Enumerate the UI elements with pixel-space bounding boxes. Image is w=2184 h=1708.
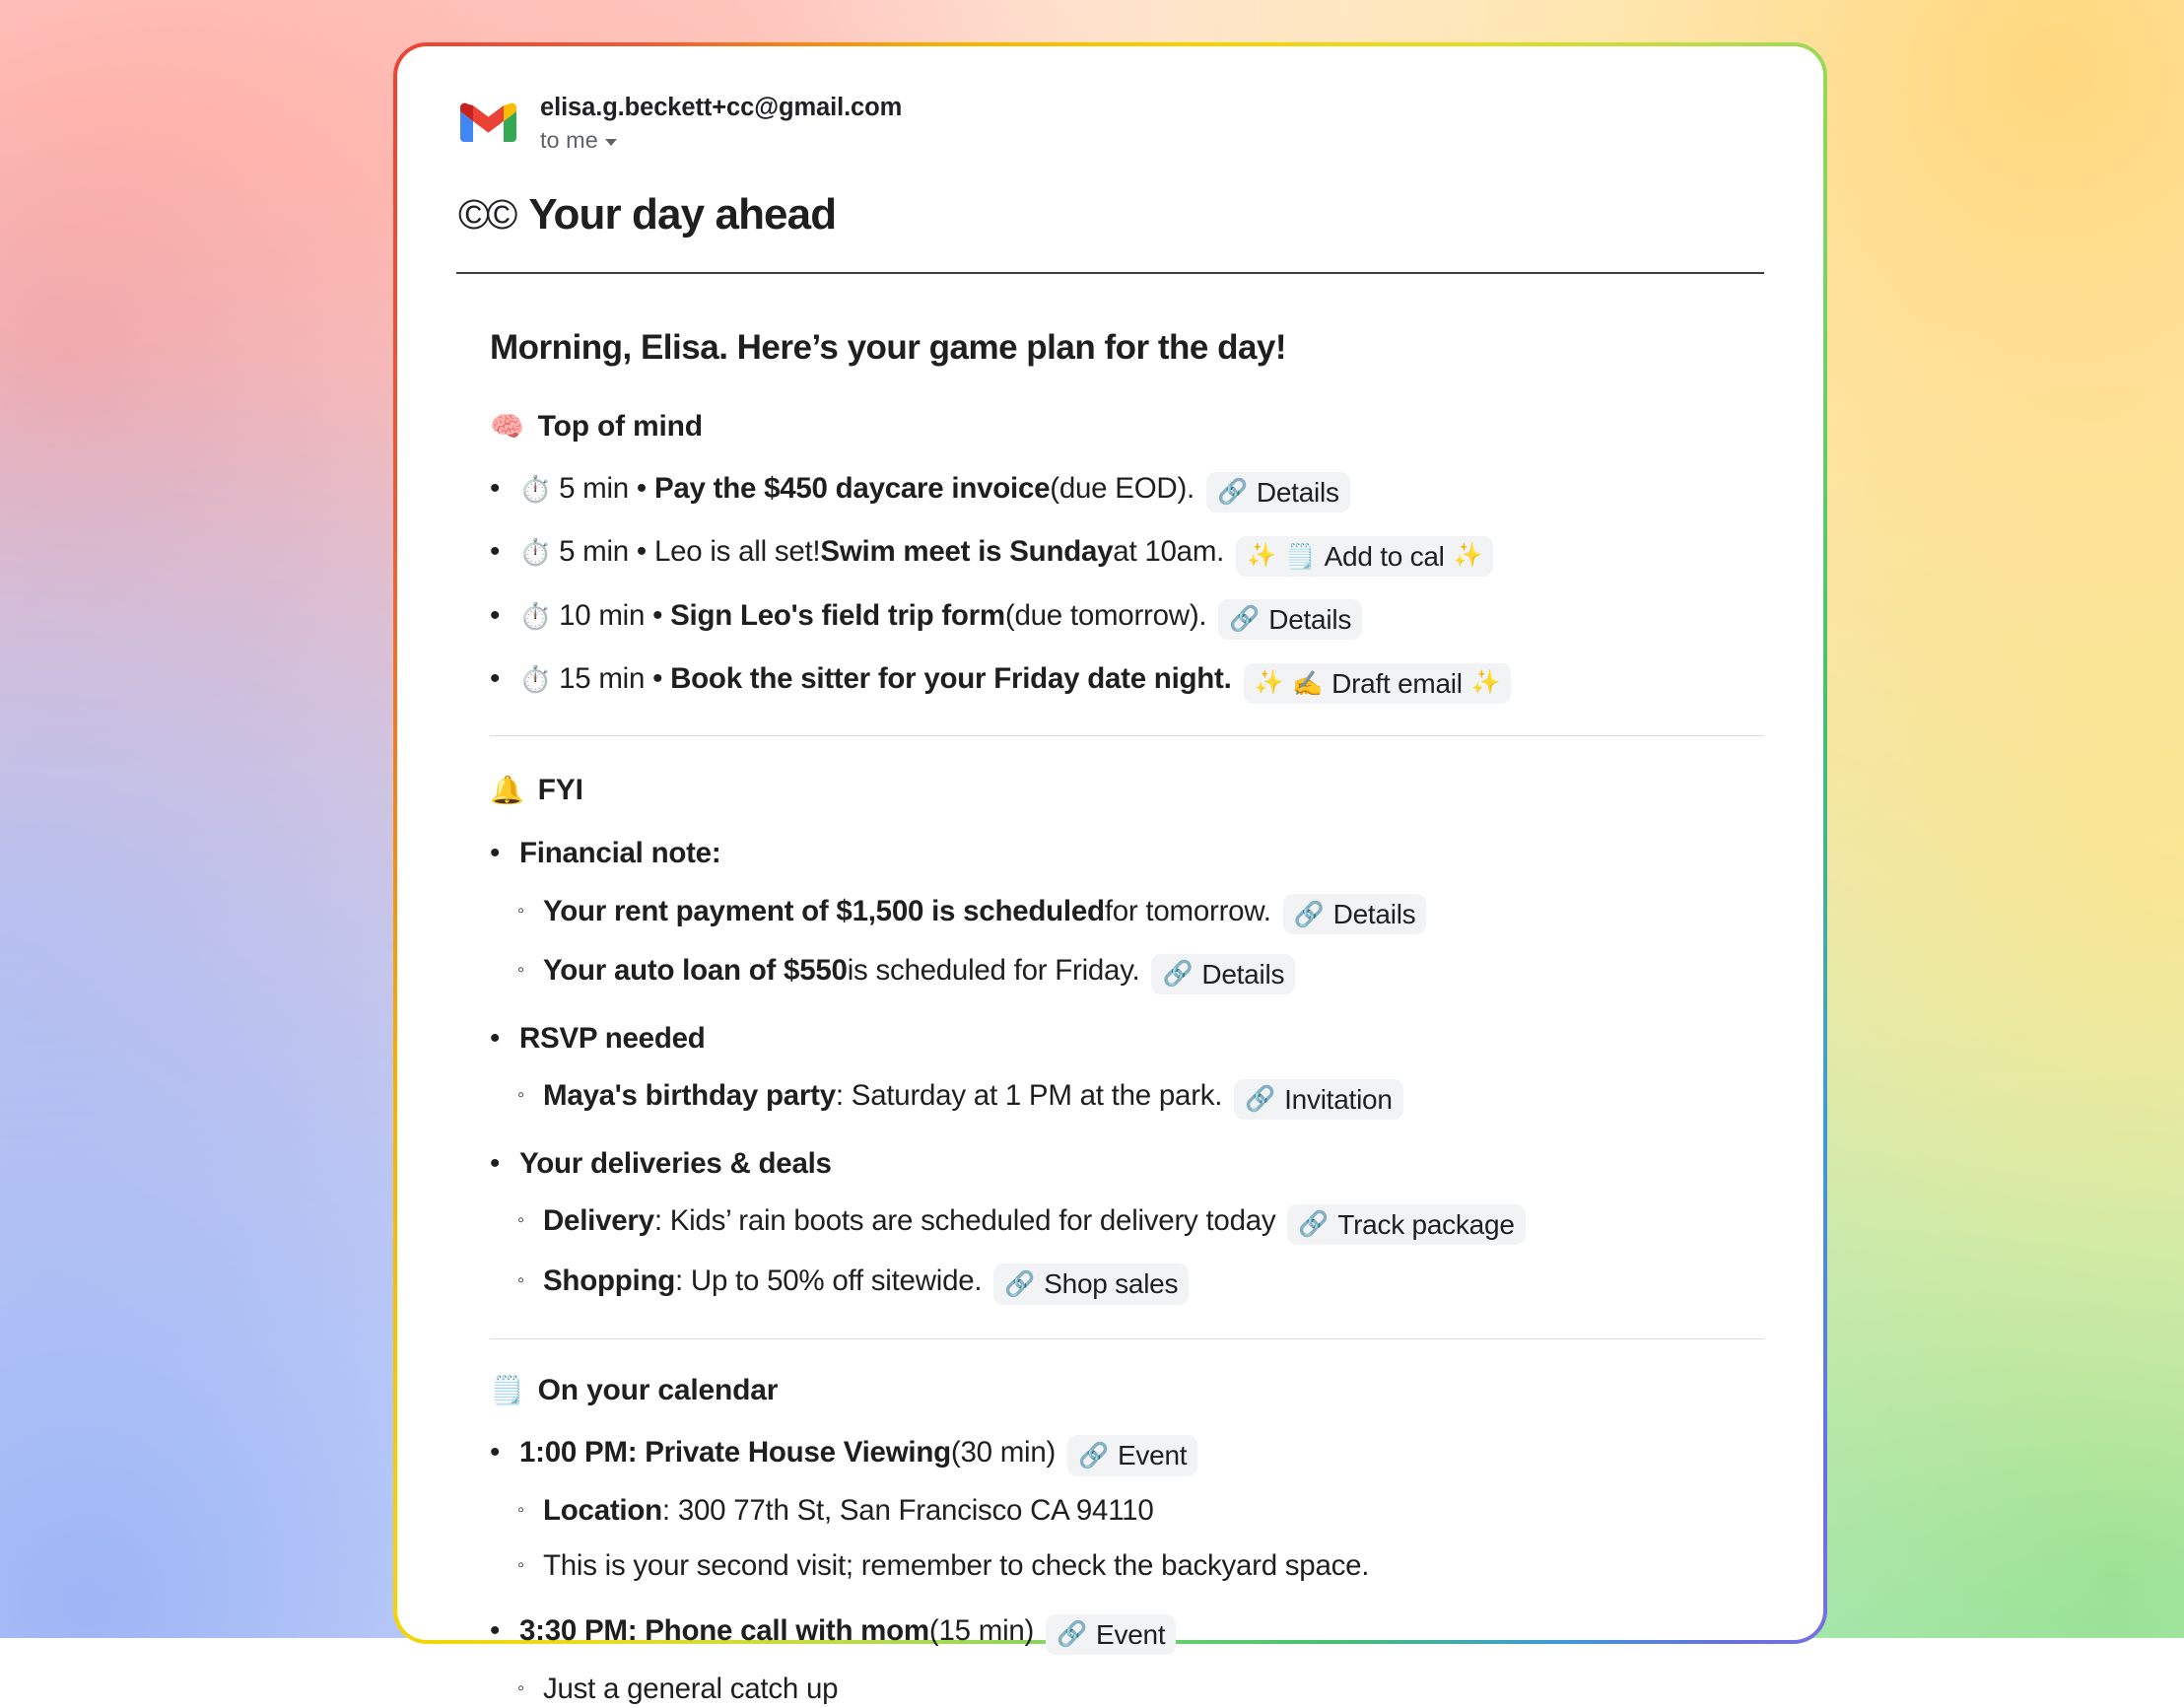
detail-value: Just a general catch up bbox=[543, 1673, 839, 1706]
separator-dot: • bbox=[652, 599, 663, 633]
bullet: • bbox=[490, 1614, 501, 1648]
chip-label: Shop sales bbox=[1044, 1268, 1179, 1300]
group-title: Financial note: bbox=[519, 837, 721, 870]
item-bold: Delivery bbox=[543, 1204, 654, 1238]
stopwatch-icon: ⏱️ bbox=[519, 664, 552, 695]
group-title: Your deliveries & deals bbox=[519, 1147, 832, 1181]
email-card-frame bbox=[393, 42, 1827, 1706]
details-chip[interactable] bbox=[1283, 894, 1427, 935]
chip-label: Add to cal bbox=[1324, 540, 1445, 572]
item-bold: Shopping bbox=[543, 1264, 675, 1298]
chip-label: Track package bbox=[1337, 1208, 1515, 1240]
event-detail bbox=[490, 1546, 1764, 1585]
email-card bbox=[397, 46, 1823, 1706]
sub-bullet: ◦ bbox=[517, 1554, 524, 1577]
list-item bbox=[490, 532, 1764, 575]
event-chip[interactable] bbox=[1046, 1614, 1176, 1656]
list-item bbox=[490, 469, 1764, 511]
page-title: Your day ahead bbox=[528, 190, 837, 239]
chip-label: Draft email bbox=[1331, 667, 1463, 699]
event-title: 3:30 PM: Phone call with mom bbox=[519, 1614, 929, 1648]
bullet: • bbox=[490, 599, 501, 633]
greeting-text: Morning, Elisa. Here’s your game plan for the day! bbox=[490, 328, 1287, 368]
separator-dot: • bbox=[636, 535, 647, 569]
writing-hand-icon: ✍️ bbox=[1292, 669, 1324, 698]
chip-label: Event bbox=[1096, 1618, 1166, 1650]
stopwatch-icon: ⏱️ bbox=[519, 474, 552, 505]
task-title: Pay the $450 daycare invoice bbox=[653, 472, 1051, 506]
stopwatch-icon: ⏱️ bbox=[519, 537, 552, 568]
details-chip[interactable] bbox=[1218, 599, 1362, 641]
sub-bullet: ◦ bbox=[517, 959, 524, 982]
list-item bbox=[490, 1262, 1764, 1303]
detail-value: : 300 77th St, San Francisco CA 94110 bbox=[661, 1493, 1154, 1527]
item-bold: Your auto loan of $550 bbox=[543, 954, 848, 988]
event-title: 1:00 PM: Private House Viewing bbox=[519, 1436, 951, 1469]
sub-bullet: ◦ bbox=[517, 1677, 524, 1700]
calendar-event bbox=[490, 1611, 1764, 1653]
add-to-cal-chip[interactable] bbox=[1236, 536, 1493, 578]
chip-label: Event bbox=[1117, 1440, 1188, 1471]
bullet: • bbox=[490, 837, 501, 870]
item-tail: : Up to 50% off sitewide. bbox=[675, 1264, 983, 1298]
task-tail: (due EOD). bbox=[1050, 472, 1194, 506]
section-header-fyi bbox=[490, 774, 1764, 807]
duration-label: 15 min bbox=[559, 662, 646, 696]
subject-row bbox=[456, 190, 1764, 239]
gmail-logo-icon bbox=[460, 101, 516, 143]
link-icon: 🔗 bbox=[1229, 605, 1261, 634]
link-icon: 🔗 bbox=[1162, 960, 1194, 989]
item-tail: for tomorrow. bbox=[1104, 894, 1271, 927]
shop-sales-chip[interactable] bbox=[993, 1264, 1189, 1305]
list-item bbox=[490, 659, 1764, 702]
task-tail: at 10am. bbox=[1113, 535, 1225, 569]
bullet: • bbox=[490, 1436, 501, 1469]
track-package-chip[interactable] bbox=[1287, 1204, 1525, 1246]
detail-value: This is your second visit; remember to check the backyard space. bbox=[543, 1549, 1370, 1583]
bullet: • bbox=[490, 1147, 501, 1181]
sparkles-icon: ✨ bbox=[1247, 542, 1276, 570]
list-item bbox=[490, 892, 1764, 933]
link-icon: 🔗 bbox=[1004, 1270, 1036, 1299]
calendar-icon: 🗒️ bbox=[490, 1375, 524, 1406]
separator-dot: • bbox=[636, 472, 647, 506]
duration-label: 5 min bbox=[559, 472, 629, 506]
list-item bbox=[490, 1201, 1764, 1243]
event-detail bbox=[490, 1670, 1764, 1708]
bullet: • bbox=[490, 1022, 501, 1056]
item-bold: Your rent payment of $1,500 is scheduled bbox=[543, 894, 1105, 927]
sparkles-icon: ✨ bbox=[1254, 669, 1284, 697]
link-icon: 🔗 bbox=[1216, 478, 1248, 507]
event-chip[interactable] bbox=[1067, 1435, 1197, 1476]
sender-row bbox=[456, 93, 1764, 158]
bullet: • bbox=[490, 472, 501, 506]
section-title-calendar: On your calendar bbox=[537, 1374, 779, 1407]
item-tail: : Kids’ rain boots are scheduled for delivery today bbox=[653, 1204, 1276, 1238]
duration-label: 10 min bbox=[559, 599, 646, 633]
chip-label: Details bbox=[1268, 603, 1352, 635]
chevron-down-icon bbox=[605, 139, 617, 146]
sender-email: elisa.g.beckett+cc@gmail.com bbox=[540, 94, 903, 121]
item-tail: is scheduled for Friday. bbox=[847, 954, 1140, 988]
sub-bullet: ◦ bbox=[517, 1084, 524, 1107]
event-duration: (30 min) bbox=[950, 1436, 1057, 1469]
sub-bullet: ◦ bbox=[517, 899, 524, 922]
section-divider-1 bbox=[490, 735, 1764, 736]
section-title-fyi: FYI bbox=[537, 774, 583, 807]
list-item-group-title bbox=[490, 1019, 1764, 1058]
chip-label: Invitation bbox=[1284, 1083, 1393, 1115]
details-chip[interactable] bbox=[1151, 954, 1295, 995]
task-lead: Leo is all set! bbox=[653, 535, 821, 569]
list-item-group-title bbox=[490, 834, 1764, 872]
bell-icon: 🔔 bbox=[490, 775, 524, 806]
list-item-group-title bbox=[490, 1144, 1764, 1183]
detail-label: Location bbox=[543, 1493, 662, 1527]
task-tail: (due tomorrow). bbox=[1004, 599, 1207, 633]
subject-prefix-glyphs: ©© bbox=[458, 190, 515, 239]
section-title-top-of-mind: Top of mind bbox=[537, 410, 703, 444]
section-header-top-of-mind bbox=[490, 410, 1764, 444]
bullet: • bbox=[490, 535, 501, 569]
chip-label: Details bbox=[1256, 476, 1339, 508]
separator-dot: • bbox=[652, 662, 663, 696]
draft-email-chip[interactable] bbox=[1244, 663, 1512, 705]
bullet: • bbox=[490, 662, 501, 696]
email-body bbox=[456, 328, 1764, 1708]
link-icon: 🔗 bbox=[1078, 1442, 1109, 1470]
sparkles-icon: ✨ bbox=[1453, 542, 1483, 570]
task-title: Book the sitter for your Friday date night. bbox=[670, 662, 1232, 696]
section-header-calendar bbox=[490, 1374, 1764, 1407]
list-item bbox=[490, 951, 1764, 992]
link-icon: 🔗 bbox=[1298, 1210, 1330, 1239]
brain-icon: 🧠 bbox=[490, 411, 524, 443]
link-icon: 🔗 bbox=[1057, 1620, 1088, 1649]
link-icon: 🔗 bbox=[1293, 900, 1325, 928]
event-detail bbox=[490, 1491, 1764, 1530]
invitation-chip[interactable] bbox=[1234, 1079, 1402, 1121]
task-title: Swim meet is Sunday bbox=[820, 535, 1114, 569]
sub-bullet: ◦ bbox=[517, 1209, 524, 1232]
calendar-list bbox=[490, 1433, 1764, 1708]
recipient-label: to me bbox=[540, 127, 598, 154]
top-of-mind-list bbox=[490, 469, 1764, 702]
item-tail: : Saturday at 1 PM at the park. bbox=[835, 1079, 1223, 1113]
chip-label: Details bbox=[1201, 958, 1285, 990]
item-bold: Maya's birthday party bbox=[543, 1079, 836, 1113]
notepad-icon: 🗒️ bbox=[1284, 542, 1316, 571]
stopwatch-icon: ⏱️ bbox=[519, 601, 552, 632]
details-chip[interactable] bbox=[1206, 472, 1350, 513]
group-title: RSVP needed bbox=[519, 1022, 706, 1056]
list-item bbox=[490, 596, 1764, 638]
chip-label: Details bbox=[1332, 898, 1416, 929]
link-icon: 🔗 bbox=[1245, 1085, 1276, 1114]
header-divider bbox=[456, 272, 1764, 274]
sparkles-icon: ✨ bbox=[1470, 669, 1501, 697]
task-title: Sign Leo's field trip form bbox=[670, 599, 1005, 633]
sub-bullet: ◦ bbox=[517, 1498, 524, 1521]
calendar-event bbox=[490, 1433, 1764, 1474]
event-duration: (15 min) bbox=[928, 1614, 1035, 1648]
duration-label: 5 min bbox=[559, 535, 629, 569]
section-divider-2 bbox=[490, 1338, 1764, 1339]
fyi-list bbox=[490, 834, 1764, 1303]
list-item bbox=[490, 1076, 1764, 1118]
sub-bullet: ◦ bbox=[517, 1269, 524, 1292]
recipient-toggle[interactable] bbox=[540, 123, 902, 158]
